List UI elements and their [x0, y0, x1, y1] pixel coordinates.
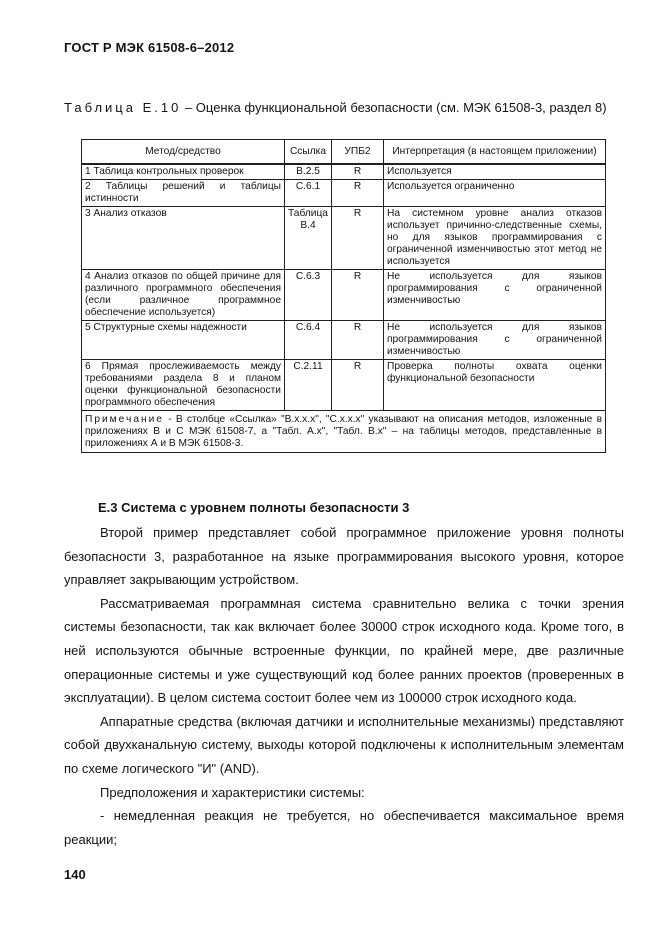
cell-method: 2 Таблицы решений и таблицы истинности	[82, 180, 285, 207]
table-row	[82, 207, 606, 270]
table-row	[82, 270, 606, 321]
methods-table	[81, 139, 606, 453]
paragraph: Рассматриваемая программная система сравнительно велика с точки зрения системы безопасности, так как включает более 30000 строк исходного кода. Кроме того, в ней используются обычные встроенные функции, по крайней мере, две различные операционные системы и уже существующий код более ранних проектов (проверенных в эксплуатации). В целом система состоит более чем из 100000 строк исходного кода.	[64, 595, 624, 706]
cell-ref: Таблица B.4	[285, 207, 332, 270]
cell-sil: R	[332, 207, 384, 270]
cell-ref: C.6.4	[285, 321, 332, 360]
table-note-label: Примечание	[85, 414, 164, 425]
document-header: ГОСТ Р МЭК 61508-6–2012	[64, 40, 235, 55]
paragraph: Аппаратные средства (включая датчики и исполнительные механизмы) представляют собой двухканальную систему, выходы которой подключены к исполнительным элементам по схеме логического "И" (AND).	[64, 713, 624, 776]
table-row	[82, 180, 606, 207]
cell-interpretation: Не используется для языков программирования с ограниченной изменчивостью	[384, 270, 606, 321]
table-note-text: - В столбце «Ссылка» "B.x.x.x", "C.x.x.x" указывают на описания методов, изложенные в приложениях В и С МЭК 61508-7, а "Табл. A.x", "Табл. B.x" – на таблицы методов, представленные в приложениях А и В МЭК 61508-3.	[85, 414, 602, 449]
column-header-interpretation: Интерпретация (в настоящем приложении)	[384, 140, 606, 165]
table-note	[82, 411, 606, 453]
paragraph: Предположения и характеристики системы:	[100, 784, 365, 800]
cell-ref: C.6.3	[285, 270, 332, 321]
cell-interpretation: Проверка полноты охвата оценки функциональной безопасности	[384, 360, 606, 411]
table-caption-label: Таблица Е.10	[64, 100, 182, 115]
cell-sil: R	[332, 270, 384, 321]
cell-method: 4 Анализ отказов по общей причине для различного программного обеспечения (если различное программное обеспечение используется)	[82, 270, 285, 321]
table-row	[82, 360, 606, 411]
section-body	[64, 521, 624, 851]
cell-interpretation: На системном уровне анализ отказов использует причинно-следственные схемы, но для языков программирования с ограниченной изменчивостью этот метод не используется	[384, 207, 606, 270]
paragraph: - немедленная реакция не требуется, но обеспечивается максимальное время реакции;	[64, 808, 624, 847]
table-caption-text: – Оценка функциональной безопасности (см. МЭК 61508-3, раздел 8)	[181, 100, 607, 115]
cell-ref: C.2.11	[285, 360, 332, 411]
cell-sil: R	[332, 360, 384, 411]
table-row	[82, 321, 606, 360]
cell-interpretation: Используется ограниченно	[384, 180, 606, 207]
column-header-method: Метод/средство	[82, 140, 285, 165]
column-header-sil: УПБ2	[332, 140, 384, 165]
cell-method: 5 Структурные схемы надежности	[82, 321, 285, 360]
section-heading: Е.3 Система с уровнем полноты безопасности 3	[98, 500, 410, 515]
cell-method: 6 Прямая прослеживаемость между требованиями раздела 8 и планом оценки функциональной безопасности программного обеспечения	[82, 360, 285, 411]
cell-method: 3 Анализ отказов	[82, 207, 285, 270]
cell-interpretation: Используется	[384, 164, 606, 180]
cell-sil: R	[332, 321, 384, 360]
cell-sil: R	[332, 180, 384, 207]
cell-sil: R	[332, 164, 384, 180]
paragraph: Второй пример представляет собой программное приложение уровня полноты безопасности 3, разработанное на языке программирования высокого уровня, которое управляет закрывающим устройством.	[64, 525, 624, 588]
table-row	[82, 164, 606, 180]
cell-interpretation: Не используется для языков программирования с ограниченной изменчивостью	[384, 321, 606, 360]
table-note-row	[82, 411, 606, 453]
page-number: 140	[64, 867, 86, 882]
cell-method: 1 Таблица контрольных проверок	[82, 164, 285, 180]
table-header-row	[82, 140, 606, 165]
column-header-ref: Ссылка	[285, 140, 332, 165]
cell-ref: C.6.1	[285, 180, 332, 207]
table-caption	[64, 96, 626, 119]
cell-ref: B.2.5	[285, 164, 332, 180]
